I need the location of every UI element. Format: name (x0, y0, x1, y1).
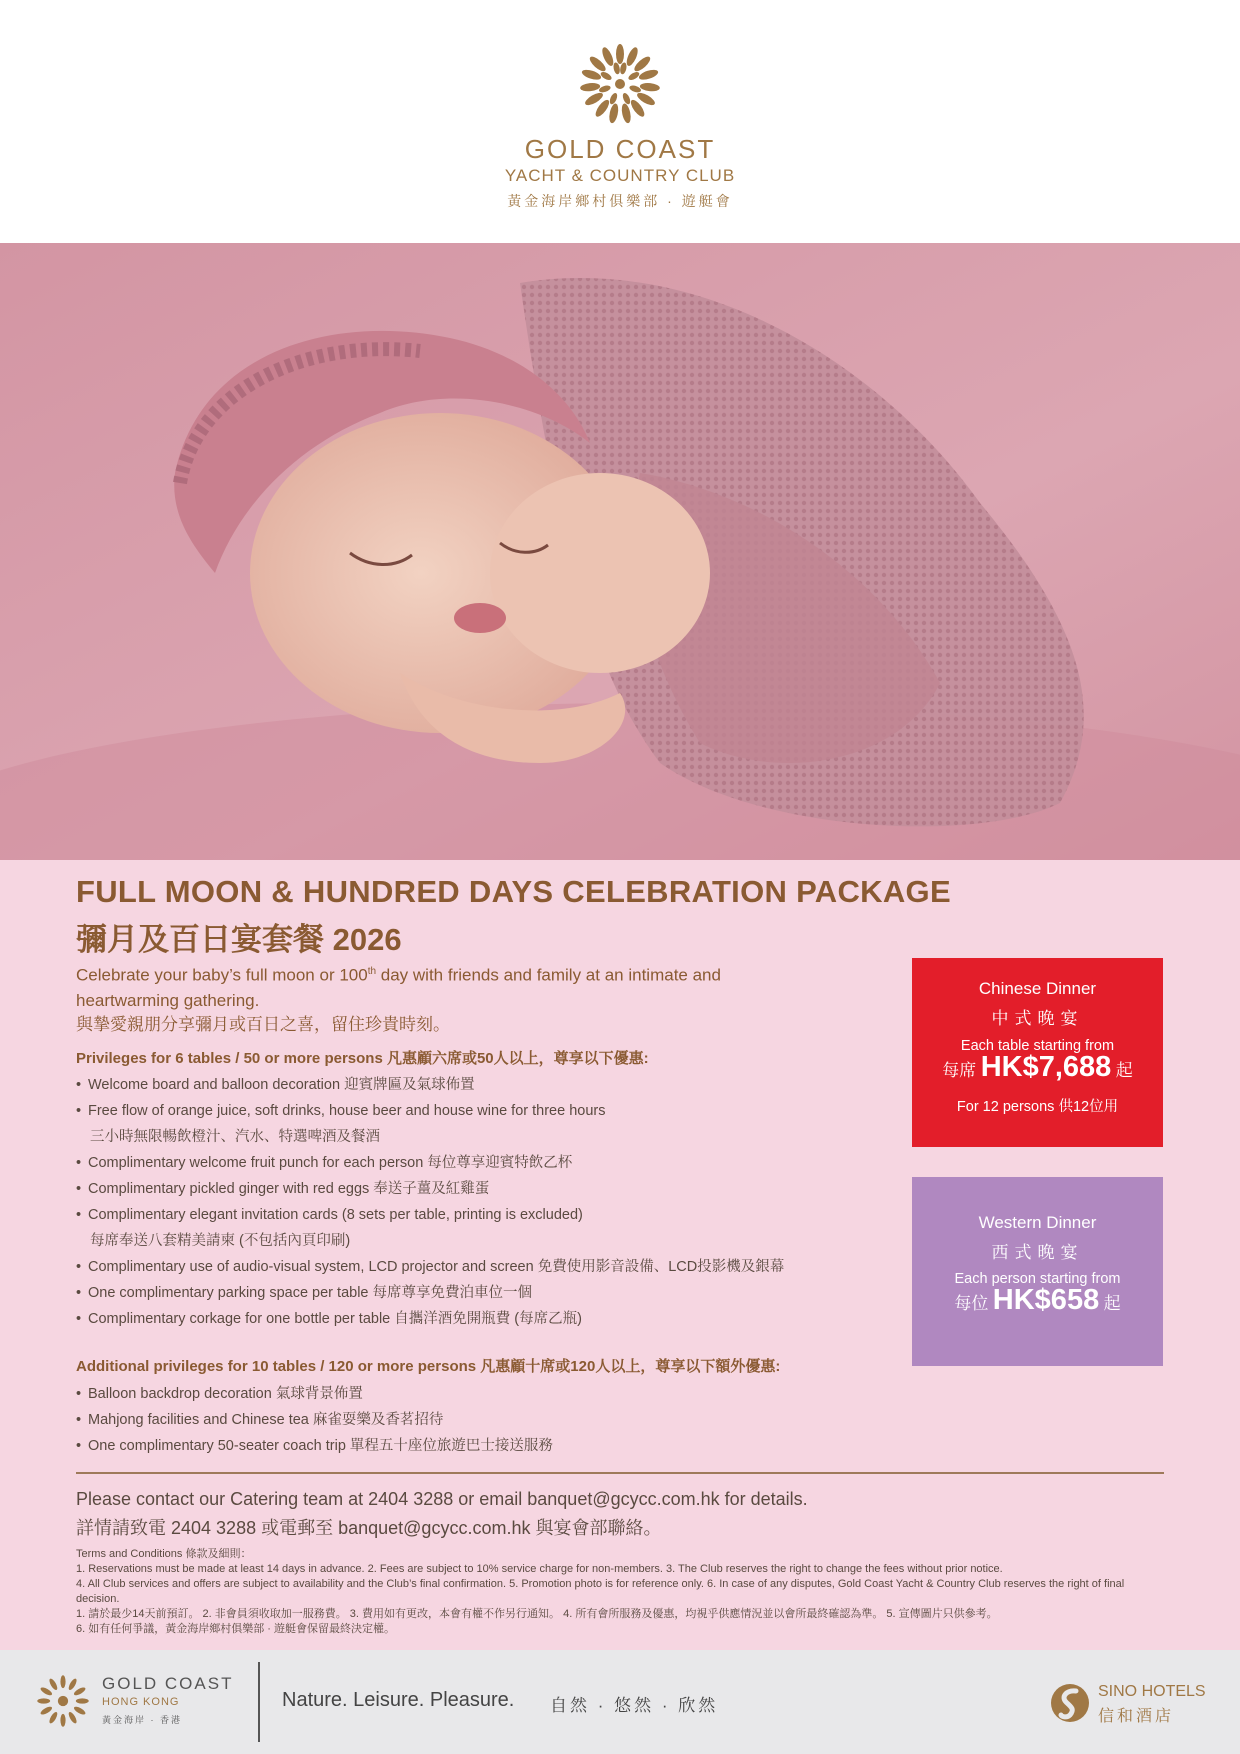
footer-brand-zh: 黃金海岸 · 香港 (102, 1715, 182, 1725)
footer-brand-sub: HONG KONG (102, 1696, 180, 1708)
partner-name-zh: 信和酒店 (1098, 1708, 1175, 1725)
list-item: • Complimentary use of audio-visual system, LCD projector and screen 免費使用影音設備、LCD投影機及銀幕 (76, 1254, 896, 1280)
contact-info: Please contact our Catering team at 2404 3288 or email banquet@gcycc.com.hk for details. (76, 1489, 808, 1509)
sleeping-baby-illustration (0, 243, 1240, 860)
club-name-zh: 黃金海岸鄉村俱樂部 · 遊艇會 (507, 193, 733, 209)
western-dinner-starting-text: Each person starting from (954, 1271, 1121, 1287)
list-item: • Balloon backdrop decoration 氣球背景佈置 (76, 1381, 896, 1407)
western-dinner-price-box (912, 1177, 1163, 1366)
list-item: • Complimentary elegant invitation cards (8 sets per table, printing is excluded) 每席奉送八套精美請柬 (不包括內頁印刷) (76, 1202, 896, 1254)
terms-line: 1. 請於最少14天前預訂。 2. 非會員須收取加一服務費。 3. 費用如有更改，本會有權不作另行通知。 4. 所有會所服務及優惠，均視乎供應情況並以會所最終確認為準。 5. 宣傳圖片只供參考。 (76, 1608, 998, 1620)
list-item: • Free flow of orange juice, soft drinks, house beer and house wine for three hours 三小時無限暢飲橙汁、汽水、特選啤酒及餐酒 (76, 1098, 896, 1150)
list-item: • Complimentary pickled ginger with red eggs 奉送子薑及紅雞蛋 (76, 1176, 896, 1202)
footer-divider (258, 1662, 260, 1742)
hero-photo (0, 243, 1240, 860)
privileges-list (76, 1072, 896, 1332)
list-item: • One complimentary parking space per table 每席尊享免費泊車位一個 (76, 1280, 896, 1306)
western-dinner-price: 每位 HK$658 起 (954, 1284, 1121, 1316)
intro-text-zh: 與摯愛親朋分享彌月或百日之喜，留住珍貴時刻。 (76, 1015, 450, 1034)
terms-line: 6. 如有任何爭議，黃金海岸鄉村俱樂部 · 遊艇會保留最終決定權。 (76, 1623, 396, 1635)
terms-line: 1. Reservations must be made at least 14 days in advance. 2. Fees are subject to 10% service charge for non-members. 3. The Club reserves the right to change the fees without prior notice. (76, 1563, 1003, 1575)
terms-heading: Terms and Conditions 條款及細則： (76, 1548, 252, 1560)
contact-info-zh: 詳情請致電 2404 3288 或電郵至 banquet@gcycc.com.hk 與宴會部聯絡。 (76, 1518, 662, 1538)
additional-privileges-list (76, 1381, 896, 1459)
footer-tagline: Nature. Leisure. Pleasure. (282, 1689, 515, 1711)
gold-flower-logo-icon (36, 1674, 90, 1728)
chinese-dinner-price: 每席 HK$7,688 起 (942, 1051, 1133, 1083)
list-item: • One complimentary 50-seater coach trip 單程五十座位旅遊巴士接送服務 (76, 1433, 896, 1459)
list-item: • Complimentary welcome fruit punch for each person 每位尊享迎賓特飲乙杯 (76, 1150, 896, 1176)
partner-name: SINO HOTELS (1098, 1683, 1206, 1700)
gold-flower-logo-icon (578, 42, 662, 126)
chinese-dinner-title: Chinese Dinner (978, 979, 1097, 998)
western-dinner-title-zh: 西式晚宴 (991, 1243, 1084, 1262)
intro-text: Celebrate your baby’s full moon or 100th day with friends and family at an intimate and heartwarming gathering. (76, 965, 721, 1010)
terms-and-conditions (76, 1547, 1166, 1637)
footer-tagline-zh: 自然 · 悠然 · 欣然 (550, 1696, 719, 1715)
additional-privileges-heading: Additional privileges for 10 tables / 120 or more persons 凡惠顧十席或120人以上，尊享以下額外優惠: (76, 1358, 781, 1375)
page-title-zh: 彌月及百日宴套餐 2026 (76, 922, 402, 957)
chinese-dinner-starting-text: Each table starting from (960, 1038, 1115, 1054)
page-title: FULL MOON & HUNDRED DAYS CELEBRATION PACKAGE (76, 874, 951, 909)
terms-line: 4. All Club services and offers are subject to availability and the Club’s final confirmation. 5. Promotion photo is for reference only. 6. In case of any disputes, Gold Coast Yacht & Country Club reserves the right of final decision. (76, 1578, 1125, 1605)
list-item: • Welcome board and balloon decoration 迎賓牌匾及氣球佈置 (76, 1072, 896, 1098)
list-item: • Complimentary corkage for one bottle per table 自攜洋酒免開瓶費 (每席乙瓶) (76, 1306, 896, 1332)
chinese-dinner-title-zh: 中式晚宴 (991, 1009, 1084, 1028)
western-dinner-title: Western Dinner (978, 1213, 1097, 1232)
chinese-dinner-price-box (912, 958, 1163, 1147)
divider (76, 1472, 1164, 1474)
privileges-heading: Privileges for 6 tables / 50 or more persons 凡惠顧六席或50人以上，尊享以下優惠: (76, 1050, 649, 1067)
list-item: • Mahjong facilities and Chinese tea 麻雀耍樂及香茗招待 (76, 1407, 896, 1433)
club-subtitle: YACHT & COUNTRY CLUB (504, 166, 736, 185)
sino-hotels-logo-icon (1050, 1682, 1090, 1724)
footer-brand: GOLD COAST (102, 1674, 234, 1693)
chinese-dinner-persons: For 12 persons 供12位用 (956, 1099, 1119, 1115)
club-name: GOLD COAST (524, 134, 716, 164)
